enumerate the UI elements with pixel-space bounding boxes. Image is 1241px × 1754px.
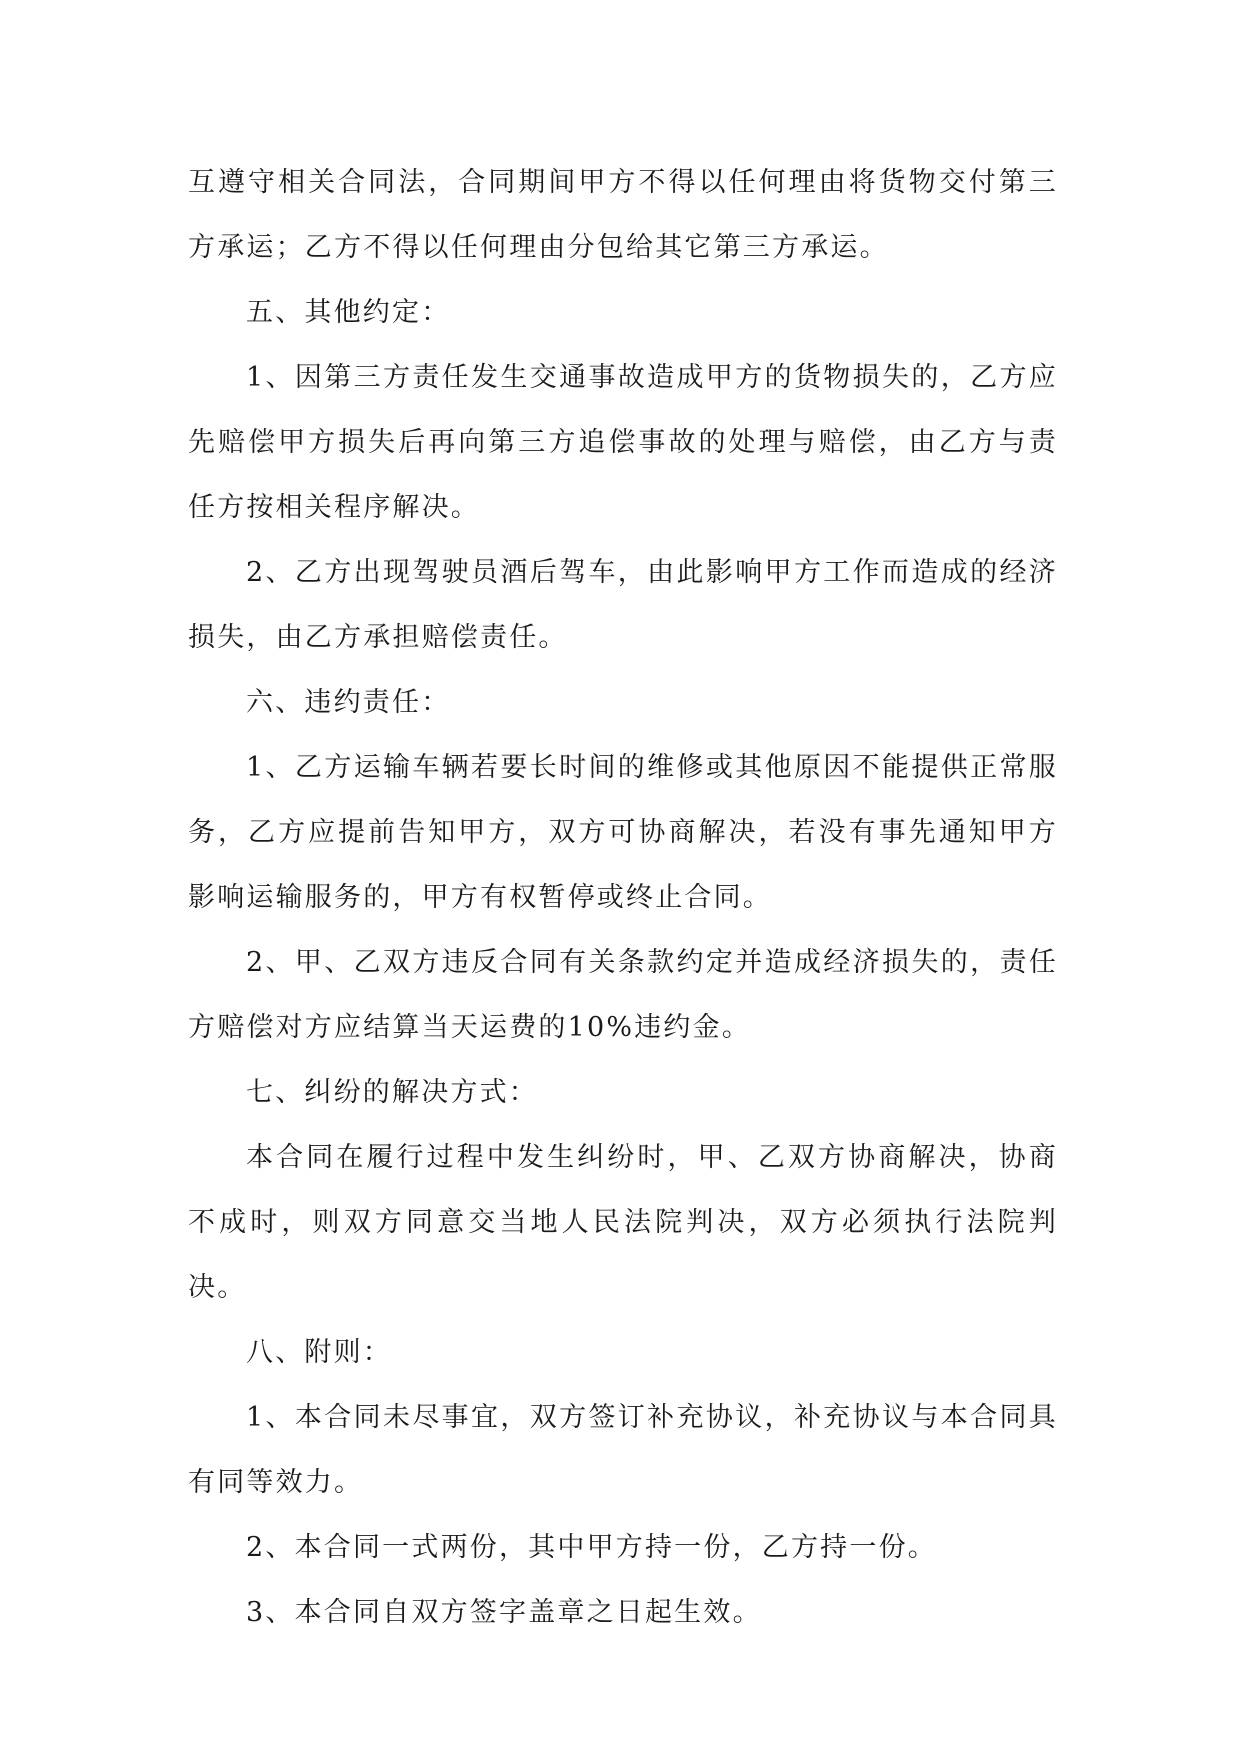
section-heading-other-agreements: 五、其他约定： (246, 297, 451, 328)
paragraph-clause: 本合同在履行过程中发生纠纷时，甲、乙双方协商解决，协商不成时，则双方同意交当地人民法院判决，双方必须执行法院判决。 (188, 1142, 1058, 1303)
section-heading-dispute-resolution: 七、纠纷的解决方式： (246, 1077, 538, 1108)
paragraph-clause: 1、乙方运输车辆若要长时间的维修或其他原因不能提供正常服务，乙方应提前告知甲方，双方可协商解决，若没有事先通知甲方影响运输服务的，甲方有权暂停或终止合同。 (188, 752, 1058, 913)
paragraph-clause: 3、本合同自双方签字盖章之日起生效。 (246, 1597, 762, 1628)
paragraph-continuation: 互遵守相关合同法，合同期间甲方不得以任何理由将货物交付第三方承运；乙方不得以任何理由分包给其它第三方承运。 (188, 167, 1058, 263)
paragraph-clause: 1、因第三方责任发生交通事故造成甲方的货物损失的，乙方应先赔偿甲方损失后再向第三方追偿事故的处理与赔偿，由乙方与责任方按相关程序解决。 (188, 362, 1058, 523)
document-body (188, 150, 1058, 1645)
paragraph-clause: 2、乙方出现驾驶员酒后驾车，由此影响甲方工作而造成的经济损失，由乙方承担赔偿责任。 (188, 557, 1058, 653)
paragraph-clause: 2、甲、乙双方违反合同有关条款约定并造成经济损失的，责任方赔偿对方应结算当天运费的10%违约金。 (188, 947, 1058, 1043)
section-heading-breach-liability: 六、违约责任： (246, 687, 451, 718)
paragraph-clause: 2、本合同一式两份，其中甲方持一份，乙方持一份。 (246, 1532, 937, 1563)
paragraph-clause: 1、本合同未尽事宜，双方签订补充协议，补充协议与本合同具有同等效力。 (188, 1402, 1058, 1498)
section-heading-supplementary-provisions: 八、附则： (246, 1337, 392, 1368)
